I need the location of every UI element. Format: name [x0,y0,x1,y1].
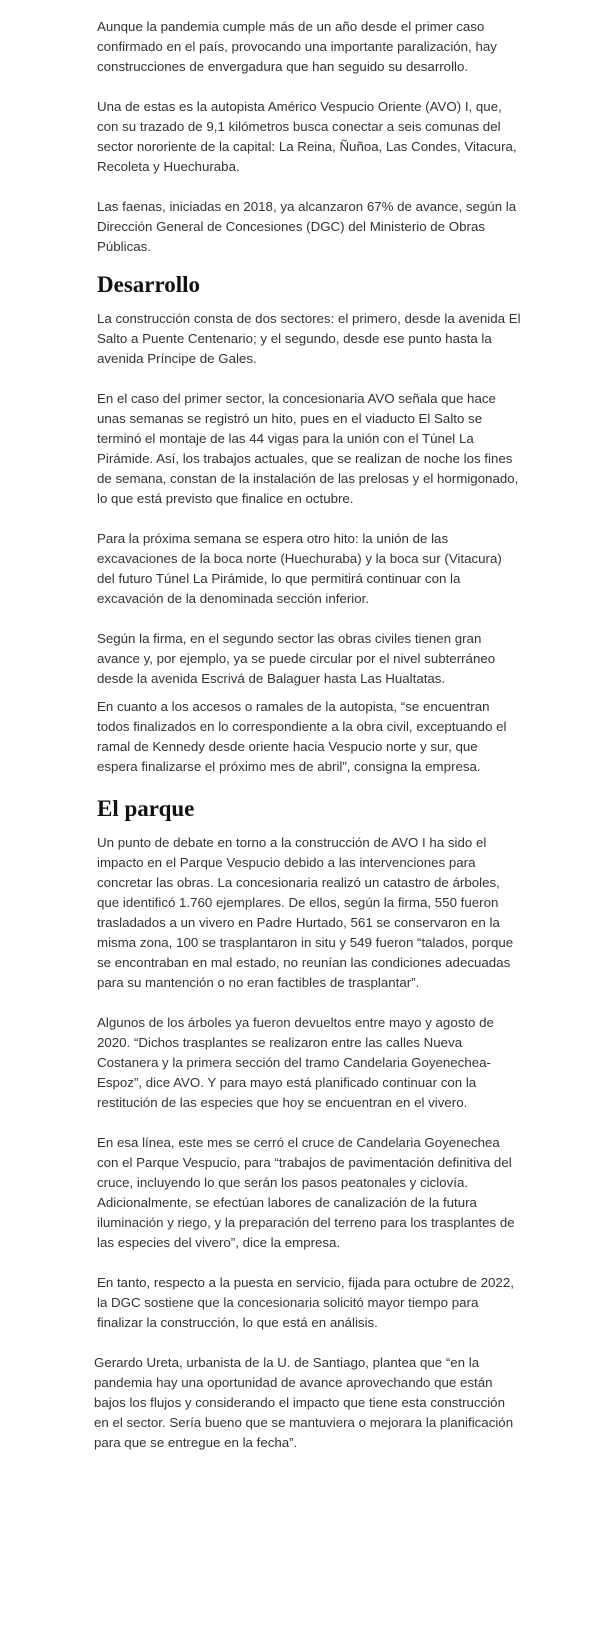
body-paragraph: En esa línea, este mes se cerró el cruce de Candelaria Goyenechea con el Parque Vespucio, para “trabajos de pavimentación definitiva del cruce, incluyendo lo que serán los pasos peatonales y ciclovía. Adicionalmente, se efectúan labores de canalización de la futura iluminación y riego, y la preparación del terreno para los trasplantes de las especies del vivero”, dice la empresa. [97,1135,515,1250]
body-paragraph: La construcción consta de dos sectores: el primero, desde la avenida El Salto a Puente Centenario; y el segundo, desde ese punto hasta la avenida Príncipe de Gales. [97,311,521,366]
body-paragraph: Para la próxima semana se espera otro hito: la unión de las excavaciones de la boca norte (Huechuraba) y la boca sur (Vitacura) del futuro Túnel La Pirámide, lo que permitirá continuar con la excavación de la denominada sección inferior. [97,531,502,606]
body-paragraph: Según la firma, en el segundo sector las obras civiles tienen gran avance y, por ejemplo, ya se puede circular por el nivel subterráneo desde la avenida Escrivá de Balaguer hasta Las Hualtatas. [97,631,496,686]
article-body [94,17,522,1453]
section-heading-desarrollo: Desarrollo [97,272,201,297]
section-heading-el-parque: El parque [97,796,195,821]
body-paragraph: En tanto, respecto a la puesta en servicio, fijada para octubre de 2022, la DGC sostiene que la concesionaria solicitó mayor tiempo para finalizar la construcción, lo que está en análisis. [97,1275,514,1330]
body-paragraph: En el caso del primer sector, la concesionaria AVO señala que hace unas semanas se registró un hito, pues en el viaducto El Salto se terminó el montaje de las 44 vigas para la unión con el Túnel La Pirámide. Así, los trabajos actuales, que se realizan de noche los fines de semana, constan de la instalación de las prelosas y el hormigonado, lo que está previsto que finalice en octubre. [97,391,519,506]
intro-paragraph: Las faenas, iniciadas en 2018, ya alcanzaron 67% de avance, según la Dirección General de Concesiones (DGC) del Ministerio de Obras Públicas. [97,199,517,254]
intro-paragraph: Aunque la pandemia cumple más de un año desde el primer caso confirmado en el país, provocando una importante paralización, hay construcciones de envergadura que han seguido su desarrollo. [97,19,497,74]
body-paragraph: Un punto de debate en torno a la construcción de AVO I ha sido el impacto en el Parque Vespucio debido a las intervenciones para concretar las obras. La concesionaria realizó un catastro de árboles, que identificó 1.760 ejemplares. De ellos, según la firma, 550 fueron trasladados a un vivero en Padre Hurtado, 561 se conservaron en la misma zona, 100 se trasplantaron in situ y 549 fueron “talados, porque se encontraban en mal estado, no reunían las condiciones adecuadas para su mantención o no eran factibles de trasplantar”. [97,835,514,990]
body-paragraph-quote: Gerardo Ureta, urbanista de la U. de Santiago, plantea que “en la pandemia hay una oportunidad de avance aprovechando que están bajos los flujos y considerando el impacto que tiene esta construcción en el sector. Sería bueno que se mantuviera o mejorara la planificación para que se entregue en la fecha”. [94,1355,514,1450]
body-paragraph: En cuanto a los accesos o ramales de la autopista, “se encuentran todos finalizados en lo correspondiente a la obra civil, exceptuando el ramal de Kennedy desde oriente hacia Vespucio norte y sur, que espera finalizarse el próximo mes de abril”, consigna la empresa. [97,699,507,774]
body-paragraph: Algunos de los árboles ya fueron devueltos entre mayo y agosto de 2020. “Dichos trasplantes se realizaron entre las calles Nueva Costanera y la primera sección del tramo Candelaria Goyenechea-Espoz”, dice AVO. Y para mayo está planificado continuar con la restitución de las especies que hoy se encuentran en el vivero. [97,1015,494,1110]
intro-paragraph: Una de estas es la autopista Américo Vespucio Oriente (AVO) I, que, con su trazado de 9,1 kilómetros busca conectar a seis comunas del sector nororiente de la capital: La Reina, Ñuñoa, Las Condes, Vitacura, Recoleta y Huechuraba. [97,99,517,174]
